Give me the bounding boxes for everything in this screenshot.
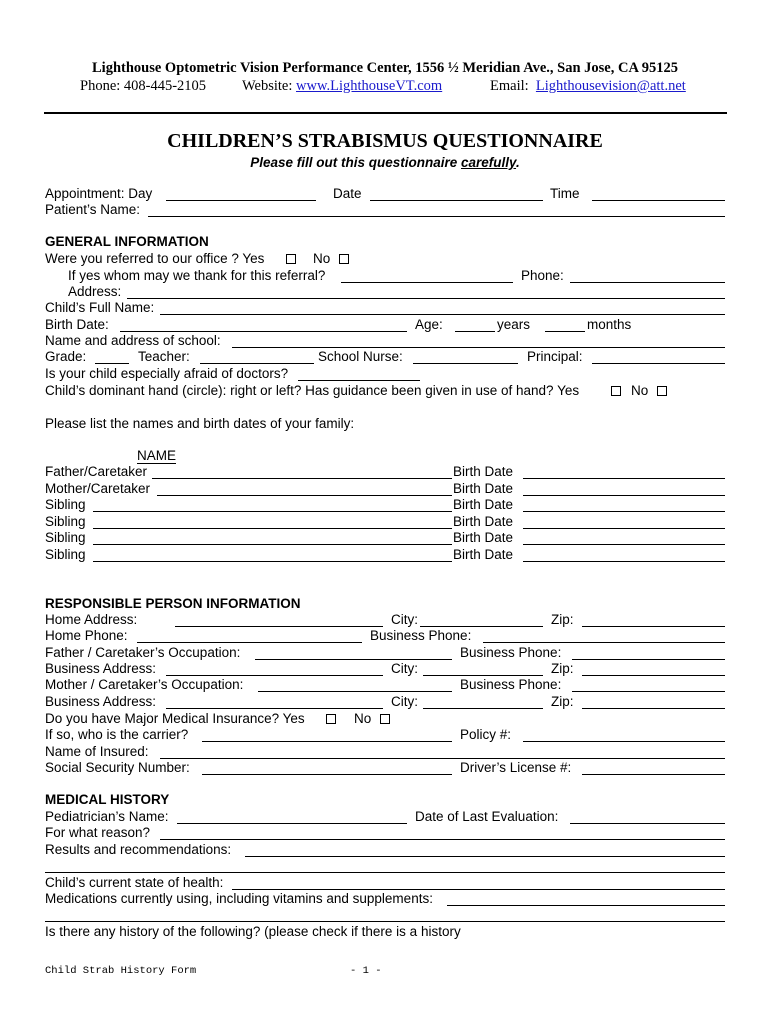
drivers-license-field[interactable] [582, 774, 725, 775]
last-evaluation-label: Date of Last Evaluation: [415, 809, 559, 824]
age-months-field[interactable] [545, 331, 585, 332]
website-row [242, 78, 442, 95]
insurance-yes-checkbox[interactable] [326, 714, 336, 724]
email-label: Email: [490, 78, 529, 94]
ssn-field[interactable] [202, 774, 452, 775]
afraid-of-doctors-field[interactable] [298, 380, 420, 381]
father-occupation-label: Father / Caretaker’s Occupation: [45, 645, 241, 660]
child-full-name-field[interactable] [160, 314, 725, 315]
home-phone-label: Home Phone: [45, 628, 128, 643]
responsible-heading: RESPONSIBLE PERSON INFORMATION [45, 596, 301, 611]
insurance-no-label: No [354, 711, 372, 726]
father-city-label: City: [391, 661, 418, 676]
mother-business-address-field[interactable] [166, 708, 383, 709]
family-father-birth-label: Birth Date [453, 464, 514, 479]
appointment-date-label: Date [333, 186, 362, 201]
subtitle-text: Please fill out this questionnaire [250, 155, 461, 170]
business-phone-label: Business Phone: [370, 628, 472, 643]
family-sibling-3-name-field[interactable] [93, 544, 452, 545]
father-occupation-field[interactable] [255, 659, 452, 660]
months-label: months [587, 317, 632, 332]
patient-name-label: Patient’s Name: [45, 202, 141, 217]
referral-address-label: Address: [68, 284, 122, 299]
family-sibling-1-birth-label: Birth Date [453, 497, 514, 512]
grade-label: Grade: [45, 349, 87, 364]
appointment-day-field[interactable] [166, 200, 316, 201]
business-phone-field[interactable] [483, 642, 725, 643]
years-label: years [497, 317, 531, 332]
family-sibling-2-birth-field[interactable] [523, 528, 725, 529]
referral-phone-label: Phone: [521, 268, 564, 283]
referral-address-field[interactable] [127, 298, 725, 299]
family-father-name-field[interactable] [152, 478, 452, 479]
family-sibling-3-birth-field[interactable] [523, 544, 725, 545]
mother-business-phone-label: Business Phone: [460, 677, 562, 692]
appointment-time-field[interactable] [592, 200, 725, 201]
form-title: CHILDREN’S STRABISMUS QUESTIONNAIRE [167, 130, 603, 152]
family-sibling-2-label: Sibling [45, 514, 86, 529]
footer-form-name: Child Strab History Form [45, 965, 197, 977]
pediatrician-field[interactable] [177, 823, 407, 824]
carrier-label: If so, who is the carrier? [45, 727, 189, 742]
family-sibling-4-birth-field[interactable] [523, 561, 725, 562]
grade-field[interactable] [95, 363, 129, 364]
website-label: Website: [242, 78, 293, 94]
home-city-field[interactable] [420, 626, 543, 627]
birth-date-label: Birth Date: [45, 317, 109, 332]
dominant-hand-label: Child’s dominant hand (circle): right or left? Has guidance been given in use of hand? Yes [45, 383, 580, 398]
results-label: Results and recommendations: [45, 842, 232, 857]
reason-field[interactable] [160, 839, 725, 840]
family-mother-name-field[interactable] [157, 495, 452, 496]
appointment-time-label: Time [550, 186, 580, 201]
ssn-label: Social Security Number: [45, 760, 190, 775]
family-sibling-4-label: Sibling [45, 547, 86, 562]
afraid-of-doctors-label: Is your child especially afraid of doctors? [45, 366, 289, 381]
insurance-label: Do you have Major Medical Insurance? Yes [45, 711, 305, 726]
referred-yes-checkbox[interactable] [286, 254, 296, 264]
mother-city-label: City: [391, 694, 418, 709]
last-evaluation-field[interactable] [570, 823, 725, 824]
family-mother-birth-label: Birth Date [453, 481, 514, 496]
home-phone-field[interactable] [137, 642, 362, 643]
subtitle-period: . [516, 155, 520, 170]
policy-field[interactable] [523, 741, 725, 742]
father-zip-field[interactable] [582, 675, 725, 676]
clinic-phone: Phone: 408-445-2105 [80, 78, 207, 94]
health-field[interactable] [232, 889, 725, 890]
footer-page-number: - 1 - [350, 965, 382, 977]
mother-business-address-label: Business Address: [45, 694, 157, 709]
family-sibling-3-label: Sibling [45, 530, 86, 545]
principal-field[interactable] [592, 363, 725, 364]
birth-date-field[interactable] [120, 331, 407, 332]
home-address-field[interactable] [175, 626, 383, 627]
home-city-label: City: [391, 612, 418, 627]
general-info-heading: GENERAL INFORMATION [45, 234, 209, 249]
drivers-license-label: Driver’s License #: [460, 760, 572, 775]
principal-label: Principal: [527, 349, 583, 364]
medications-field-line-2[interactable] [45, 921, 725, 922]
mother-zip-label: Zip: [551, 694, 574, 709]
family-sibling-1-birth-field[interactable] [523, 511, 725, 512]
carrier-field[interactable] [202, 741, 452, 742]
father-business-address-label: Business Address: [45, 661, 157, 676]
mother-occupation-label: Mother / Caretaker’s Occupation: [45, 677, 244, 692]
school-label: Name and address of school: [45, 333, 221, 348]
family-sibling-1-label: Sibling [45, 497, 86, 512]
home-address-label: Home Address: [45, 612, 138, 627]
mother-zip-field[interactable] [582, 708, 725, 709]
school-nurse-field[interactable] [413, 363, 518, 364]
father-business-phone-label: Business Phone: [460, 645, 562, 660]
form-subtitle [0, 155, 770, 170]
pediatrician-label: Pediatrician’s Name: [45, 809, 169, 824]
family-father-birth-field[interactable] [523, 478, 725, 479]
referred-no-checkbox[interactable] [339, 254, 349, 264]
email-link[interactable]: Lighthousevision@att.net [535, 78, 686, 94]
teacher-field[interactable] [200, 363, 314, 364]
family-sibling-1-name-field[interactable] [93, 511, 452, 512]
insurance-no-checkbox[interactable] [380, 714, 390, 724]
father-zip-label: Zip: [551, 661, 574, 676]
hand-guidance-yes-checkbox[interactable] [611, 386, 621, 396]
family-sibling-2-birth-label: Birth Date [453, 514, 514, 529]
age-years-field[interactable] [455, 331, 495, 332]
referral-thanks-field[interactable] [341, 282, 513, 283]
teacher-label: Teacher: [138, 349, 190, 364]
header-divider [44, 112, 727, 114]
appointment-date-field[interactable] [370, 200, 543, 201]
mother-business-phone-field[interactable] [572, 691, 725, 692]
family-sibling-4-birth-label: Birth Date [453, 547, 514, 562]
medical-history-heading: MEDICAL HISTORY [45, 792, 170, 807]
family-name-header: NAME [137, 448, 177, 463]
school-field[interactable] [232, 347, 725, 348]
referred-no-label: No [313, 251, 331, 266]
website-link[interactable]: www.LighthouseVT.com [296, 78, 443, 94]
father-business-address-field[interactable] [166, 675, 383, 676]
father-business-phone-field[interactable] [572, 659, 725, 660]
hand-guidance-no-label: No [631, 383, 649, 398]
referral-phone-field[interactable] [570, 282, 725, 283]
family-sibling-2-name-field[interactable] [93, 528, 452, 529]
results-field[interactable] [245, 856, 725, 857]
referred-label: Were you referred to our office ? Yes [45, 251, 265, 266]
age-label: Age: [415, 317, 443, 332]
policy-label: Policy #: [460, 727, 512, 742]
reason-label: For what reason? [45, 825, 151, 840]
appointment-day-label: Appointment: Day [45, 186, 153, 201]
clinic-address: Lighthouse Optometric Vision Performance Center, 1556 ½ Meridian Ave., San Jose, CA 95125 [92, 60, 678, 76]
mother-occupation-field[interactable] [258, 691, 452, 692]
insured-name-field[interactable] [160, 758, 725, 759]
family-sibling-3-birth-label: Birth Date [453, 530, 514, 545]
subtitle-emphasis: carefully [461, 155, 517, 170]
medications-field[interactable] [447, 905, 725, 906]
results-field-line-2[interactable] [45, 872, 725, 873]
referral-thanks-label: If yes whom may we thank for this referral? [68, 268, 326, 283]
father-city-field[interactable] [423, 675, 543, 676]
family-sibling-4-name-field[interactable] [93, 561, 452, 562]
family-father-label: Father/Caretaker [45, 464, 148, 479]
medications-label: Medications currently using, including vitamins and supplements: [45, 891, 433, 906]
family-mother-birth-field[interactable] [523, 495, 725, 496]
insured-name-label: Name of Insured: [45, 744, 149, 759]
history-question: Is there any history of the following? (please check if there is a history [45, 924, 461, 939]
patient-name-field[interactable] [148, 216, 725, 217]
child-full-name-label: Child’s Full Name: [45, 300, 155, 315]
home-zip-field[interactable] [582, 626, 725, 627]
health-label: Child’s current state of health: [45, 875, 224, 890]
school-nurse-label: School Nurse: [318, 349, 403, 364]
email-row [490, 78, 686, 95]
home-zip-label: Zip: [551, 612, 574, 627]
mother-city-field[interactable] [423, 708, 543, 709]
hand-guidance-no-checkbox[interactable] [657, 386, 667, 396]
family-instruction: Please list the names and birth dates of your family: [45, 416, 355, 431]
family-mother-label: Mother/Caretaker [45, 481, 151, 496]
